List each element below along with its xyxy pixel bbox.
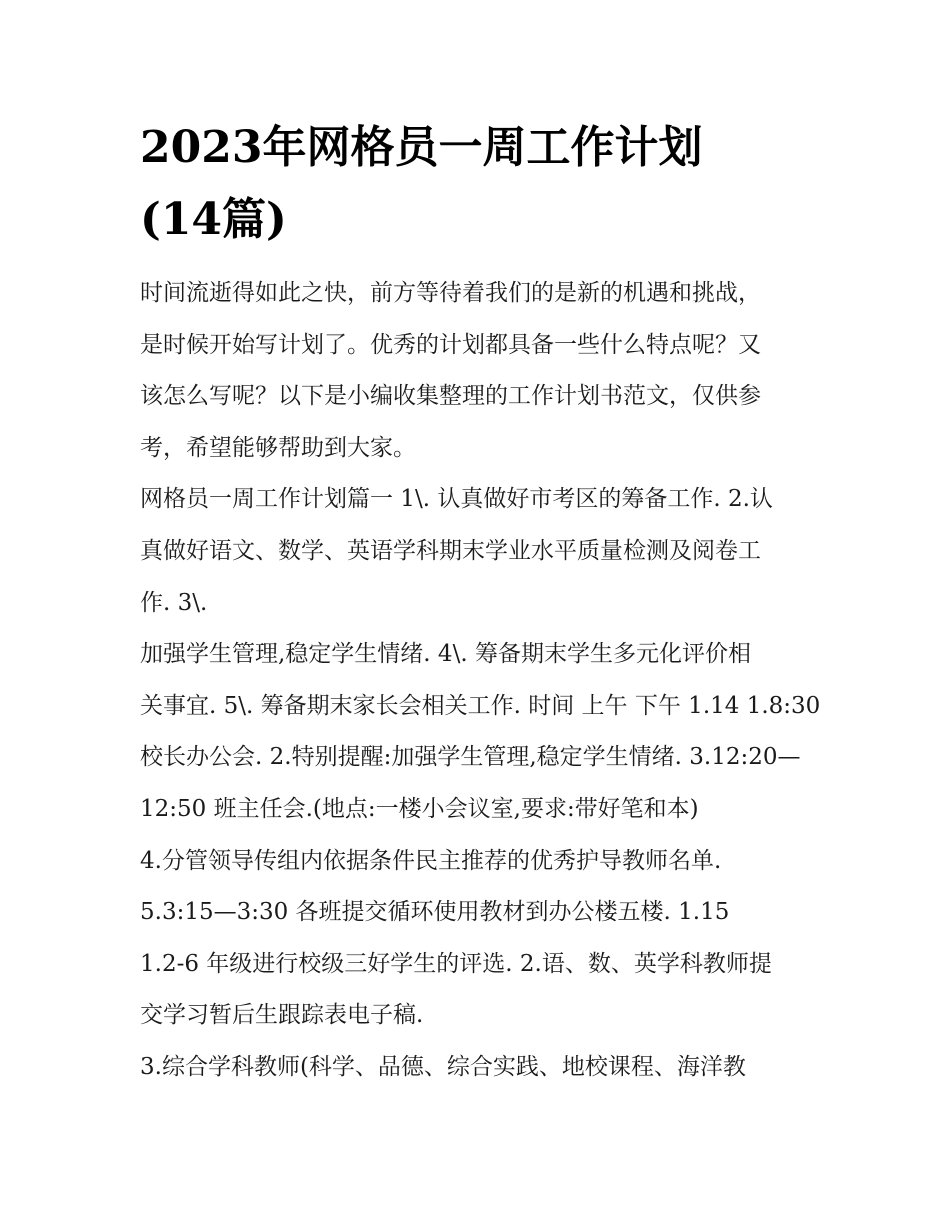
text-line: 作. 3\. <box>140 589 208 616</box>
text-line: 网格员一周工作计划篇一 1\. 认真做好市考区的筹备工作. 2.认 <box>140 486 773 513</box>
text-line: 该怎么写呢？以下是小编收集整理的工作计划书范文，仅供参 <box>140 383 761 410</box>
title-spacer <box>140 256 812 268</box>
body-paragraph <box>140 1042 812 1094</box>
intro-paragraph <box>140 268 812 474</box>
body-paragraph <box>140 474 812 629</box>
text-line: 4.分管领导传组内依据条件民主推荐的优秀护导教师名单. <box>140 847 722 874</box>
text-line: 考，希望能够帮助到大家。 <box>140 434 416 461</box>
text-line: 加强学生管理,稳定学生情绪. 4\. 筹备期末学生多元化评价相 <box>140 641 751 668</box>
text-line: 是时候开始写计划了。优秀的计划都具备一些什么特点呢？又 <box>140 331 761 358</box>
document-title <box>140 112 812 256</box>
text-line: 3.综合学科教师(科学、品德、综合实践、地校课程、海洋教 <box>140 1053 746 1080</box>
body-paragraph <box>140 836 812 888</box>
body-paragraph <box>140 887 812 939</box>
text-line: 交学习暂后生跟踪表电子稿. <box>140 1002 424 1029</box>
text-line: 1.2-6 年级进行校级三好学生的评选. 2.语、数、英学科教师提 <box>140 950 772 977</box>
body-paragraph <box>140 939 812 1042</box>
text-line: 时间流逝得如此之快，前方等待着我们的是新的机遇和挑战， <box>140 280 761 306</box>
body-paragraph <box>140 629 821 835</box>
document-body <box>140 112 821 1094</box>
text-line: 关事宜. 5\. 筹备期末家长会相关工作. 时间 上午 下午 1.14 1.8:30 <box>140 692 821 719</box>
text-line: 真做好语文、数学、英语学科期末学业水平质量检测及阅卷工 <box>140 537 761 564</box>
title-line: (14篇) <box>140 194 287 245</box>
text-line: 12:50 班主任会.(地点:一楼小会议室,要求:带好笔和本) <box>140 795 699 822</box>
text-line: 校长办公会. 2.特别提醒:加强学生管理,稳定学生情绪. 3.12:20— <box>140 744 801 771</box>
title-line: 2023年网格员一周工作计划 <box>140 122 703 173</box>
text-line: 5.3:15—3:30 各班提交循环使用教材到办公楼五楼. 1.15 <box>140 899 730 926</box>
